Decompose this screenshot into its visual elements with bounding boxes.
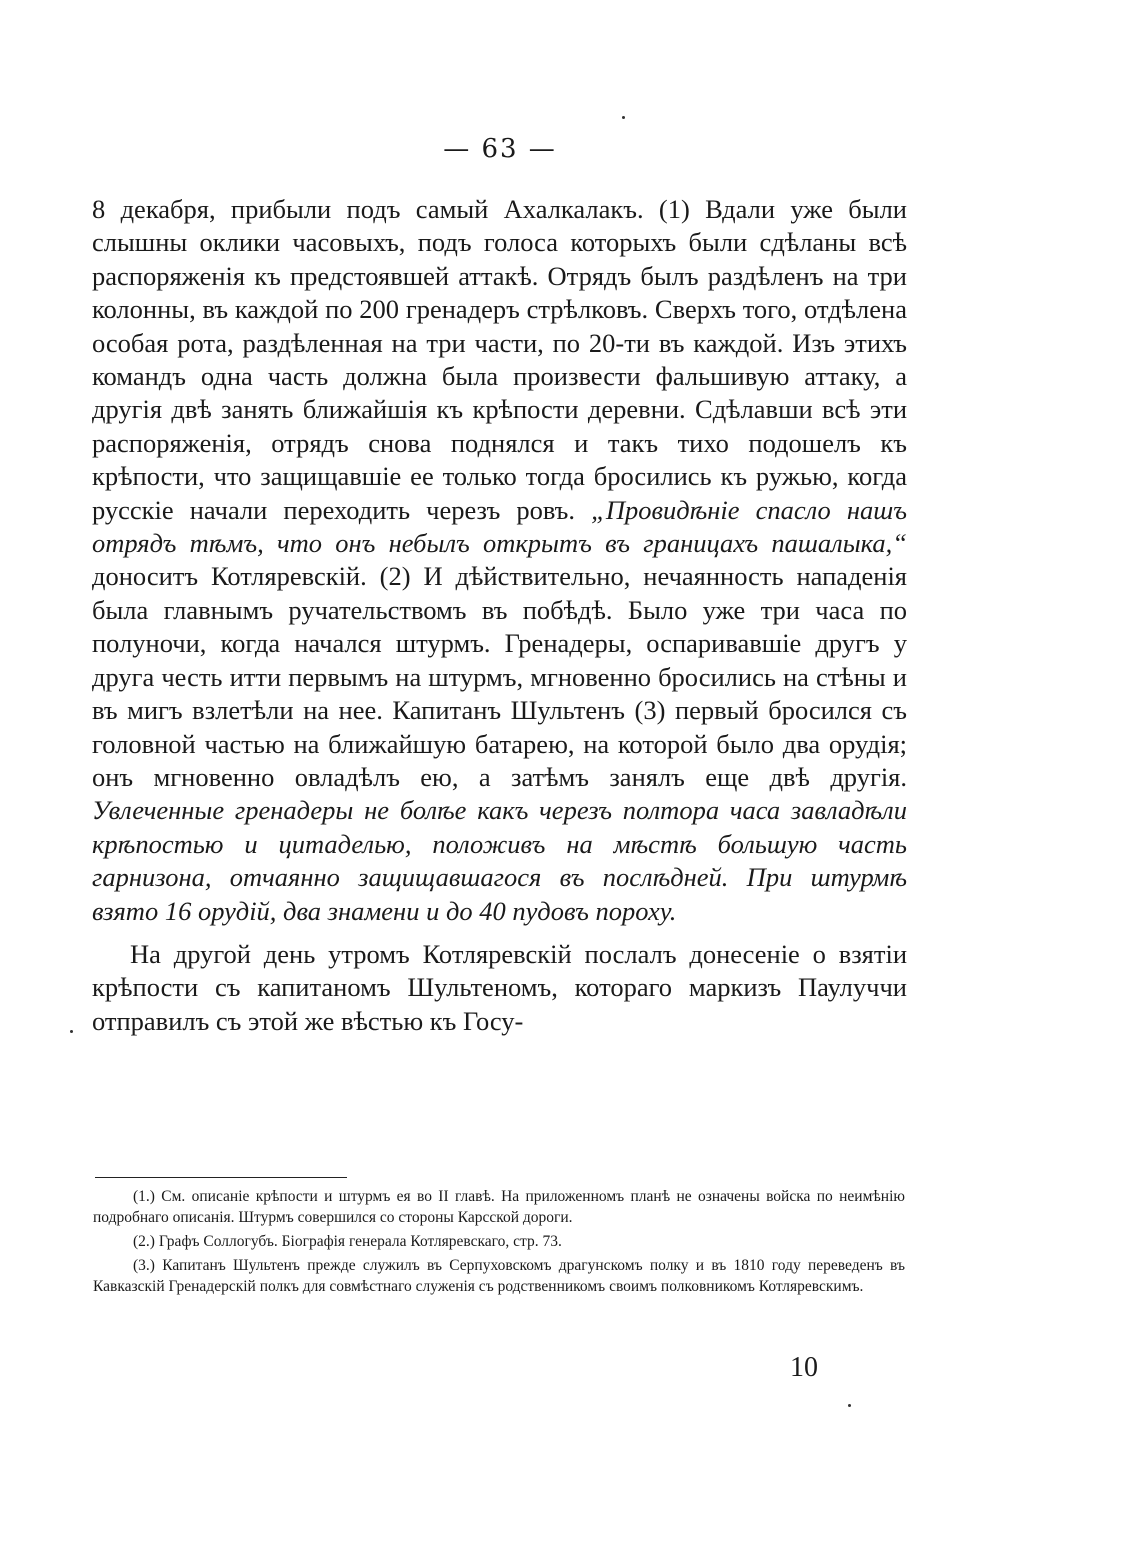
- main-text: [92, 193, 907, 1038]
- emphasis-italic: Увлеченные гренадеры не болѣе какъ черезъ полтора часа завладѣли крѣпостью и цитаделью, положивъ на мѣстѣ большую часть гарнизона, отчаянно защищавшагося въ послѣдней. При штурмѣ взято 16 орудій, два знамени и до 40 пудовъ пороху.: [92, 795, 907, 926]
- paragraph-1: [92, 193, 907, 928]
- text-segment: На другой день утромъ Котляревскій послалъ донесеніе о взятіи крѣпости съ капитаномъ Шультеномъ, котораго маркизъ Паулуччи отправилъ съ этой же вѣстью къ Госу-: [92, 938, 907, 1036]
- page-number: — 63 —: [443, 134, 557, 164]
- footnote-divider: [95, 1177, 347, 1178]
- print-speck: [848, 1404, 851, 1407]
- footnote-1: (1.) См. описаніе крѣпости и штурмъ ея во II главѣ. На приложенномъ планѣ не означены войска по неимѣнію подробнаго описанія. Штурмъ совершился со стороны Карсской дороги.: [93, 1188, 905, 1226]
- paragraph-2: [92, 938, 907, 1038]
- footnotes: [93, 1186, 905, 1300]
- footnote-2: (2.) Графъ Соллогубъ. Біографія генерала Котляревскаго, стр. 73.: [133, 1233, 562, 1250]
- signature-mark: 10: [790, 1352, 818, 1383]
- footnote-3: (3.) Капитанъ Шультенъ прежде служилъ въ Серпуховскомъ драгунскомъ полку и въ 1810 году переведенъ въ Кавказскій Гренадерскій полкъ для совмѣстнаго служенія съ родственникомъ своимъ полковникомъ Котляревскимъ.: [93, 1257, 905, 1295]
- text-segment: 8 декабря, прибыли подъ самый Ахалкалакъ. (1) Вдали уже были слышны оклики часовыхъ, подъ голоса которыхъ были сдѣланы всѣ распоряженія къ предстоявшей аттакѣ. Отрядъ былъ раздѣленъ на три колонны, въ каждой по 200 гренадеръ стрѣлковъ. Сверхъ того, отдѣлена особая рота, раздѣленная на три части, по 20-ти въ каждой. Изъ этихъ командъ одна часть должна была произвести фальшивую аттаку, а другія двѣ занять ближайшія къ крѣпости деревни. Сдѣлавши всѣ эти распоряженія, отрядъ снова поднялся и такъ тихо подошелъ къ крѣпости, что защищавшіе ее только тогда бросились къ ружью, когда русскіе начали переходить черезъ ровъ.: [92, 194, 907, 525]
- print-speck: [70, 1030, 73, 1033]
- print-speck: [622, 116, 625, 119]
- text-segment: доноситъ Котляревскій. (2) И дѣйствительно, нечаянность нападенія была главнымъ ручательствомъ въ побѣдѣ. Было уже три часа по полуночи, когда начался штурмъ. Гренадеры, оспаривавшіе другъ у друга честь итти первымъ на штурмъ, мгновенно бросились на стѣны и въ мигъ взлетѣли на нее. Капитанъ Шультенъ (3) первый бросился съ головной частью на ближайшую батарею, на которой было два орудія; онъ мгновенно овладѣлъ ею, а затѣмъ занялъ еще двѣ другія.: [92, 561, 907, 792]
- quote-italic: „Провидѣніе спасло нашъ отрядъ тѣмъ, что онъ небылъ открытъ въ границахъ пашалыка,“: [92, 494, 907, 559]
